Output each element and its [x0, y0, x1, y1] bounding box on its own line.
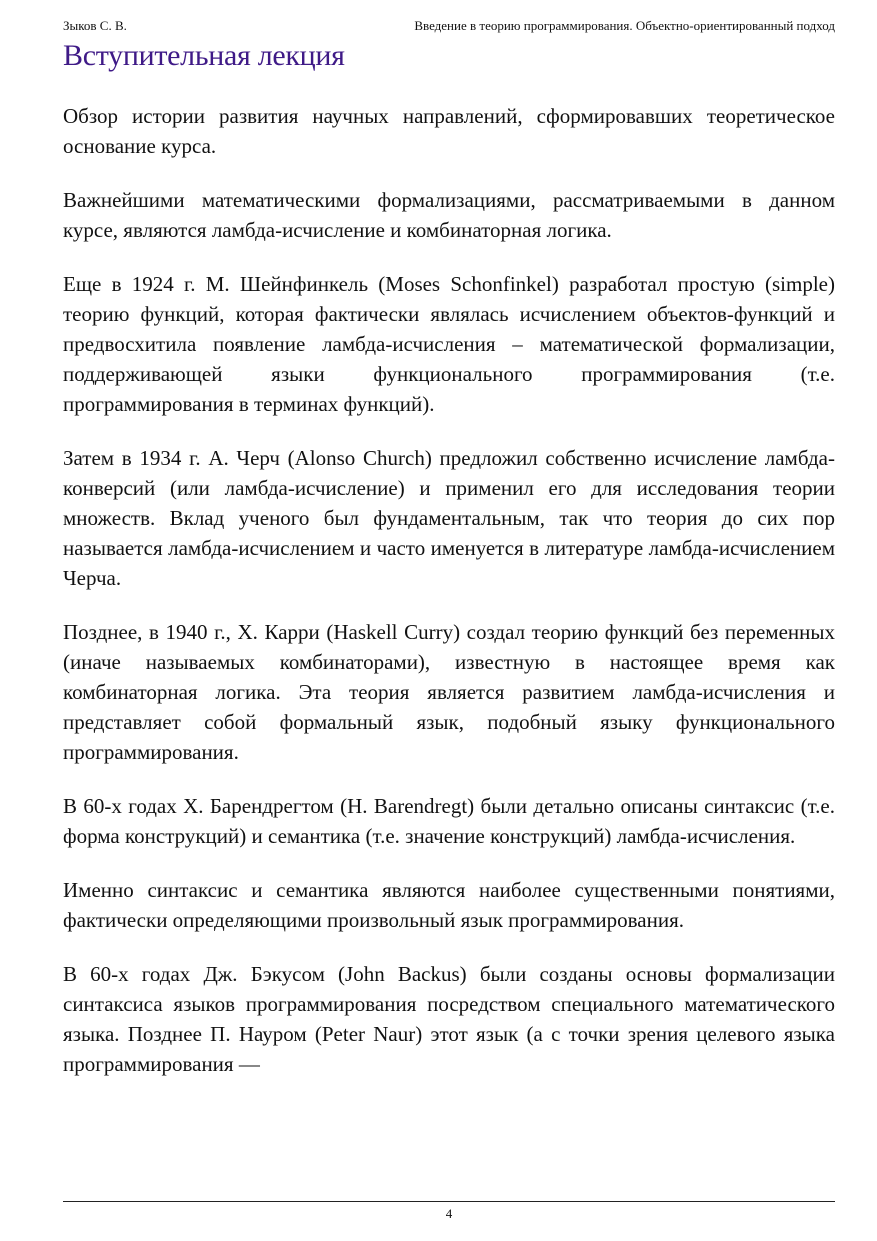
paragraph-7: Именно синтаксис и семантика являются наиболее существенными понятиями, фактически определяющими произвольный язык программирования. [63, 878, 835, 932]
page-number: 4 [445, 1206, 453, 1221]
paragraph-3: Еще в 1924 г. М. Шейнфинкель (Moses Schonfinkel) разработал простую (simple) теорию функций, которая фактически являлась исчислением объектов-функций и предвосхитила появление ламбда-исчисления – математической формализации, поддерживающей языки функционального программирования (т.е. программирования в терминах функций). [63, 272, 835, 416]
running-header [63, 17, 835, 35]
paragraph-2: Важнейшими математическими формализациями, рассматриваемыми в данном курсе, являются ламбда-исчисление и комбинаторная логика. [63, 188, 835, 242]
page-title: Вступительная лекция [63, 39, 345, 72]
footer-divider [63, 1201, 835, 1202]
paragraph-5: Позднее, в 1940 г., Х. Карри (Haskell Curry) создал теорию функций без переменных (иначе называемых комбинаторами), известную в настоящее время как комбинаторная логика. Эта теория является развитием ламбда-исчисления и представляет собой формальный язык, подобный языку функционального программирования. [63, 620, 835, 764]
paragraph-4: Затем в 1934 г. А. Черч (Alonso Church) предложил собственно исчисление ламбда-конверсий (или ламбда-исчисление) и применил его для исследования теории множеств. Вклад ученого был фундаментальным, так что теория до сих пор называется ламбда-исчислением и часто именуется в литературе ламбда-исчислением Черча. [63, 446, 835, 590]
paragraph-8: В 60-х годах Дж. Бэкусом (John Backus) были созданы основы формализации синтаксиса языков программирования посредством специального математического языка. Позднее П. Науром (Peter Naur) этот язык (а с точки зрения целевого языка программирования — [63, 962, 835, 1076]
header-course-title: Введение в теорию программирования. Объектно-ориентированный подход [414, 18, 835, 33]
lecture-body [63, 101, 835, 1198]
paragraph-1: Обзор истории развития научных направлений, сформировавших теоретическое основание курса. [63, 104, 835, 158]
header-author: Зыков С. В. [63, 18, 127, 33]
paragraph-6: В 60-х годах Х. Барендрегтом (H. Barendregt) были детально описаны синтаксис (т.е. форма конструкций) и семантика (т.е. значение конструкций) ламбда-исчисления. [63, 794, 835, 848]
